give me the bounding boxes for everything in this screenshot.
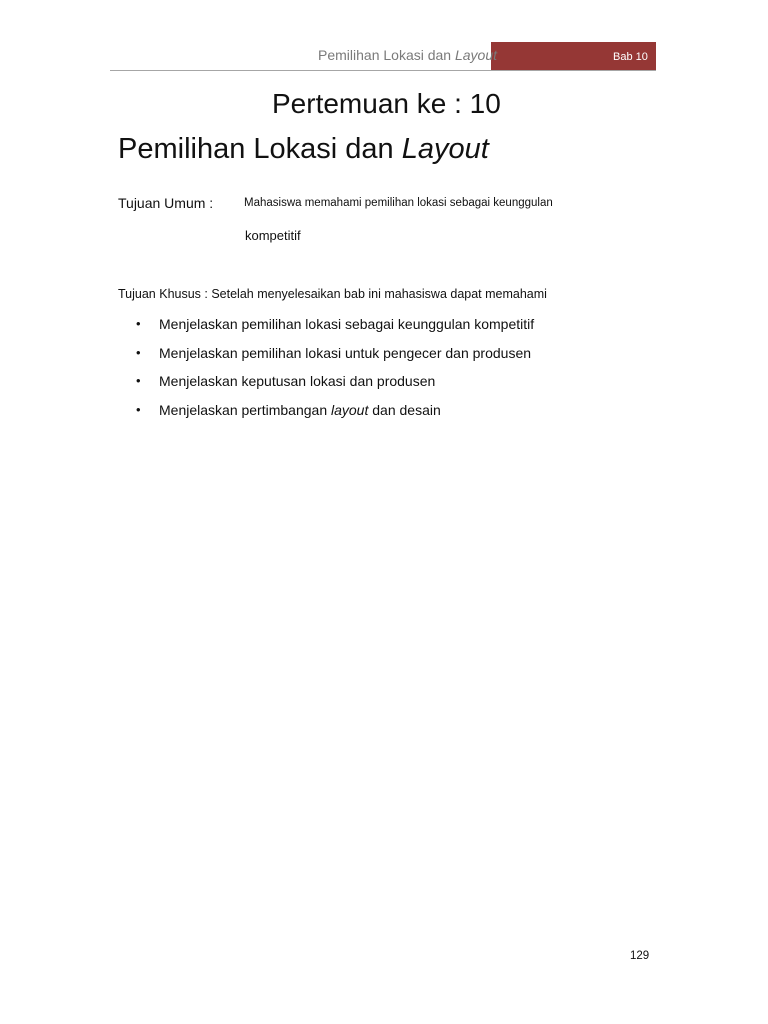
objective-text: Menjelaskan pemilihan lokasi untuk pengecer dan produsen [159,344,532,361]
objective-item [136,373,534,402]
objective-text-italic: layout [331,401,369,418]
objective-list [136,316,534,430]
bullet-icon: • [136,316,141,331]
general-objective-label: Tujuan Umum : [118,195,214,211]
objective-text: Menjelaskan pemilihan lokasi sebagai keunggulan kompetitif [159,316,535,332]
objective-item [136,345,534,374]
bullet-icon: • [136,373,141,388]
specific-objective-intro: Tujuan Khusus : Setelah menyelesaikan bab ini mahasiswa dapat memahami [118,287,547,301]
header-title-plain: Pemilihan Lokasi dan [318,47,455,63]
chapter-title [118,133,489,166]
objective-text: Menjelaskan keputusan lokasi dan produsen [159,373,436,389]
objective-text [159,402,441,418]
objective-item [136,402,534,431]
objective-text-plain: Menjelaskan pertimbangan [159,401,331,418]
meeting-title: Pertemuan ke : 10 [272,88,501,119]
general-objective-text-line2: kompetitif [245,228,301,243]
page-number: 129 [630,950,650,962]
general-objective-text-line1: Mahasiswa memahami pemilihan lokasi sebagai keunggulan [244,197,553,209]
header-title [318,47,497,63]
objective-text-suffix: dan desain [368,401,441,418]
chapter-title-plain: Pemilihan Lokasi dan [118,133,402,165]
bullet-icon: • [136,344,141,360]
header-title-italic: Layout [454,47,498,63]
bullet-icon: • [136,401,141,417]
chapter-label: Bab 10 [613,51,648,63]
chapter-title-italic: Layout [401,133,489,165]
objective-item [136,316,534,345]
header-divider [110,70,656,71]
